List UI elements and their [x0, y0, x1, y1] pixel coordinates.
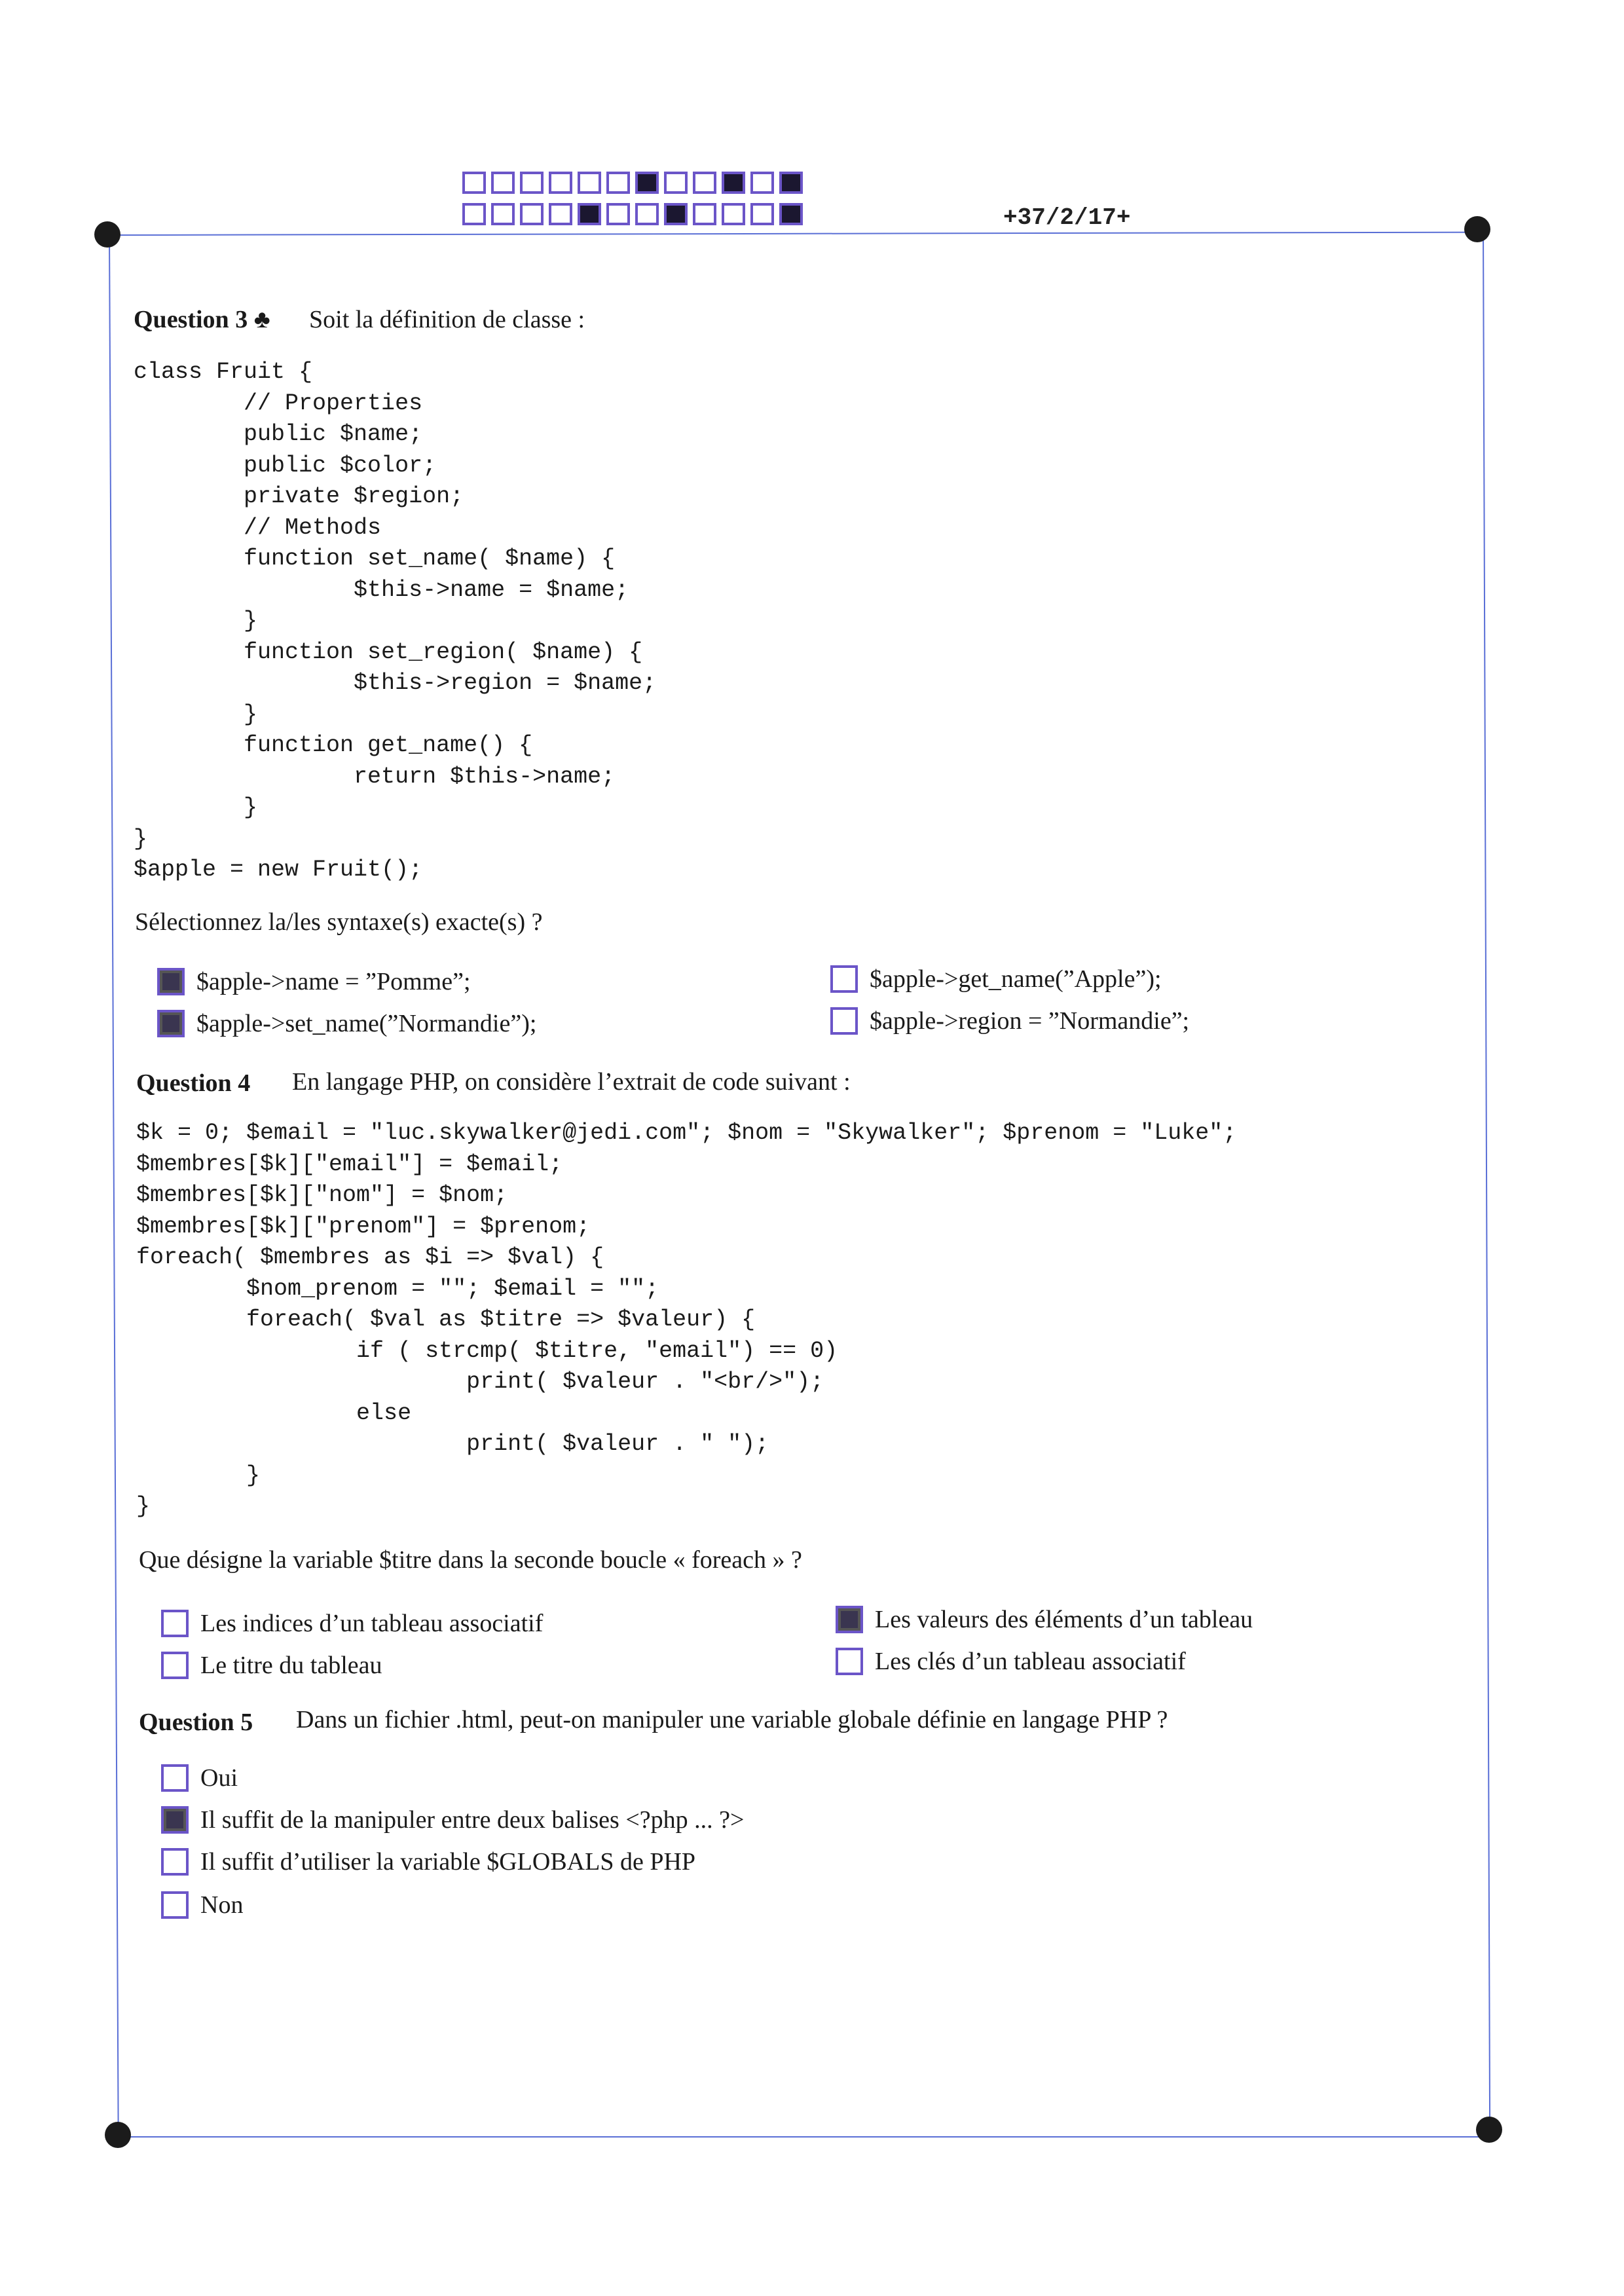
q3-option-2-checkbox[interactable]	[157, 1010, 185, 1037]
q4-option-3[interactable]	[836, 1605, 1253, 1634]
q4-option-4-checkbox[interactable]	[836, 1648, 863, 1675]
question-4-prompt: Que désigne la variable $titre dans la seconde boucle « foreach » ?	[139, 1546, 802, 1574]
id-cell	[664, 203, 688, 225]
id-cell	[606, 203, 630, 225]
q3-option-1-checkbox[interactable]	[157, 968, 185, 995]
q5-option-4[interactable]	[161, 1891, 243, 1919]
question-3-text: Soit la définition de classe :	[309, 306, 585, 333]
q5-option-3-label: Il suffit d’utiliser la variable $GLOBALS de PHP	[200, 1848, 696, 1876]
corner-marker-br	[1476, 2117, 1502, 2143]
q3-option-4-label: $apple->region = ”Normandie”;	[870, 1007, 1190, 1035]
q4-option-2-checkbox[interactable]	[161, 1652, 189, 1679]
q4-option-4[interactable]	[836, 1647, 1186, 1676]
q4-option-2[interactable]	[161, 1651, 382, 1680]
id-cell	[549, 172, 572, 194]
frame-top	[109, 232, 1484, 236]
id-cell	[750, 203, 774, 225]
q3-option-1-label: $apple->name = ”Pomme”;	[196, 968, 471, 995]
q5-option-4-checkbox[interactable]	[161, 1891, 189, 1919]
id-cell	[722, 172, 745, 194]
frame-left	[109, 234, 119, 2134]
id-cell	[779, 172, 803, 194]
q3-option-2-label: $apple->set_name(”Normandie”);	[196, 1010, 537, 1037]
id-cell	[693, 203, 716, 225]
q4-option-1[interactable]	[161, 1609, 543, 1638]
id-bar-top	[462, 172, 808, 194]
corner-marker-tr	[1464, 216, 1490, 242]
id-cell	[491, 172, 515, 194]
id-cell	[693, 172, 716, 194]
id-cell	[520, 203, 544, 225]
corner-marker-tl	[94, 221, 120, 248]
q5-option-2-label: Il suffit de la manipuler entre deux balises <?php ... ?>	[200, 1806, 745, 1834]
q5-option-3-checkbox[interactable]	[161, 1848, 189, 1876]
q4-option-1-label: Les indices d’un tableau associatif	[200, 1610, 544, 1637]
question-3-prompt: Sélectionnez la/les syntaxe(s) exacte(s) ?	[135, 908, 543, 936]
id-cell	[664, 172, 688, 194]
frame-right	[1483, 229, 1490, 2135]
id-cell	[462, 172, 486, 194]
q4-option-3-label: Les valeurs des éléments d’un tableau	[875, 1606, 1253, 1633]
question-3-title: Question 3 ♣	[134, 306, 270, 333]
q4-option-1-checkbox[interactable]	[161, 1610, 189, 1637]
id-cell	[491, 203, 515, 225]
q5-option-2-checkbox[interactable]	[161, 1806, 189, 1834]
id-cell	[722, 203, 745, 225]
q3-option-3-label: $apple->get_name(”Apple”);	[870, 965, 1162, 993]
q5-option-3[interactable]	[161, 1847, 695, 1876]
q3-option-4[interactable]	[830, 1007, 1189, 1035]
id-cell	[779, 203, 803, 225]
q3-option-3[interactable]	[830, 965, 1162, 993]
question-4-text: En langage PHP, on considère l’extrait de code suivant :	[292, 1068, 851, 1096]
id-cell	[578, 172, 601, 194]
q3-option-3-checkbox[interactable]	[830, 965, 858, 993]
id-cell	[635, 172, 659, 194]
q5-option-1-label: Oui	[200, 1764, 238, 1792]
question-3-code: class Fruit { // Properties public $name; public $color; private $region; // Methods function set_name( $name) { $this->name = $name; } function set_region( $name) { $this->region = $name; } function get_name() { return $this->name; } } $apple = new Fruit();	[134, 359, 657, 883]
question-4-code: $k = 0; $email = "luc.skywalker@jedi.com"; $nom = "Skywalker"; $prenom = "Luke"; $membres[$k]["email"] = $email; $membres[$k]["nom"] = $nom; $membres[$k]["prenom"] = $prenom; foreach( $membres as $i => $val) { $nom_prenom = ""; $email = ""; foreach( $val as $titre => $valeur) { if ( strcmp( $titre, "email") == 0) print( $valeur . "<br/>"); else print( $valeur . " "); } }	[136, 1120, 1237, 1519]
question-5-text: Dans un fichier .html, peut-on manipuler une variable globale définie en langage PHP ?	[296, 1706, 1168, 1733]
corner-marker-bl	[105, 2122, 131, 2148]
page-code: +37/2/17+	[1003, 204, 1131, 231]
id-cell	[520, 172, 544, 194]
id-cell	[635, 203, 659, 225]
question-4-title: Question 4	[136, 1069, 251, 1097]
question-5-title: Question 5	[139, 1709, 253, 1736]
id-cell	[578, 203, 601, 225]
q3-option-1[interactable]	[157, 967, 471, 996]
q5-option-4-label: Non	[200, 1891, 244, 1919]
id-bar-bottom	[462, 203, 808, 225]
q4-option-4-label: Les clés d’un tableau associatif	[875, 1648, 1186, 1675]
frame-bottom	[118, 2136, 1494, 2138]
q3-option-2[interactable]	[157, 1009, 536, 1038]
id-cell	[750, 172, 774, 194]
q3-option-4-checkbox[interactable]	[830, 1007, 858, 1035]
q5-option-1-checkbox[interactable]	[161, 1764, 189, 1792]
id-cell	[462, 203, 486, 225]
q5-option-1[interactable]	[161, 1764, 238, 1792]
q5-option-2[interactable]	[161, 1805, 744, 1834]
id-cell	[549, 203, 572, 225]
q4-option-2-label: Le titre du tableau	[200, 1652, 382, 1679]
q4-option-3-checkbox[interactable]	[836, 1606, 863, 1633]
id-cell	[606, 172, 630, 194]
